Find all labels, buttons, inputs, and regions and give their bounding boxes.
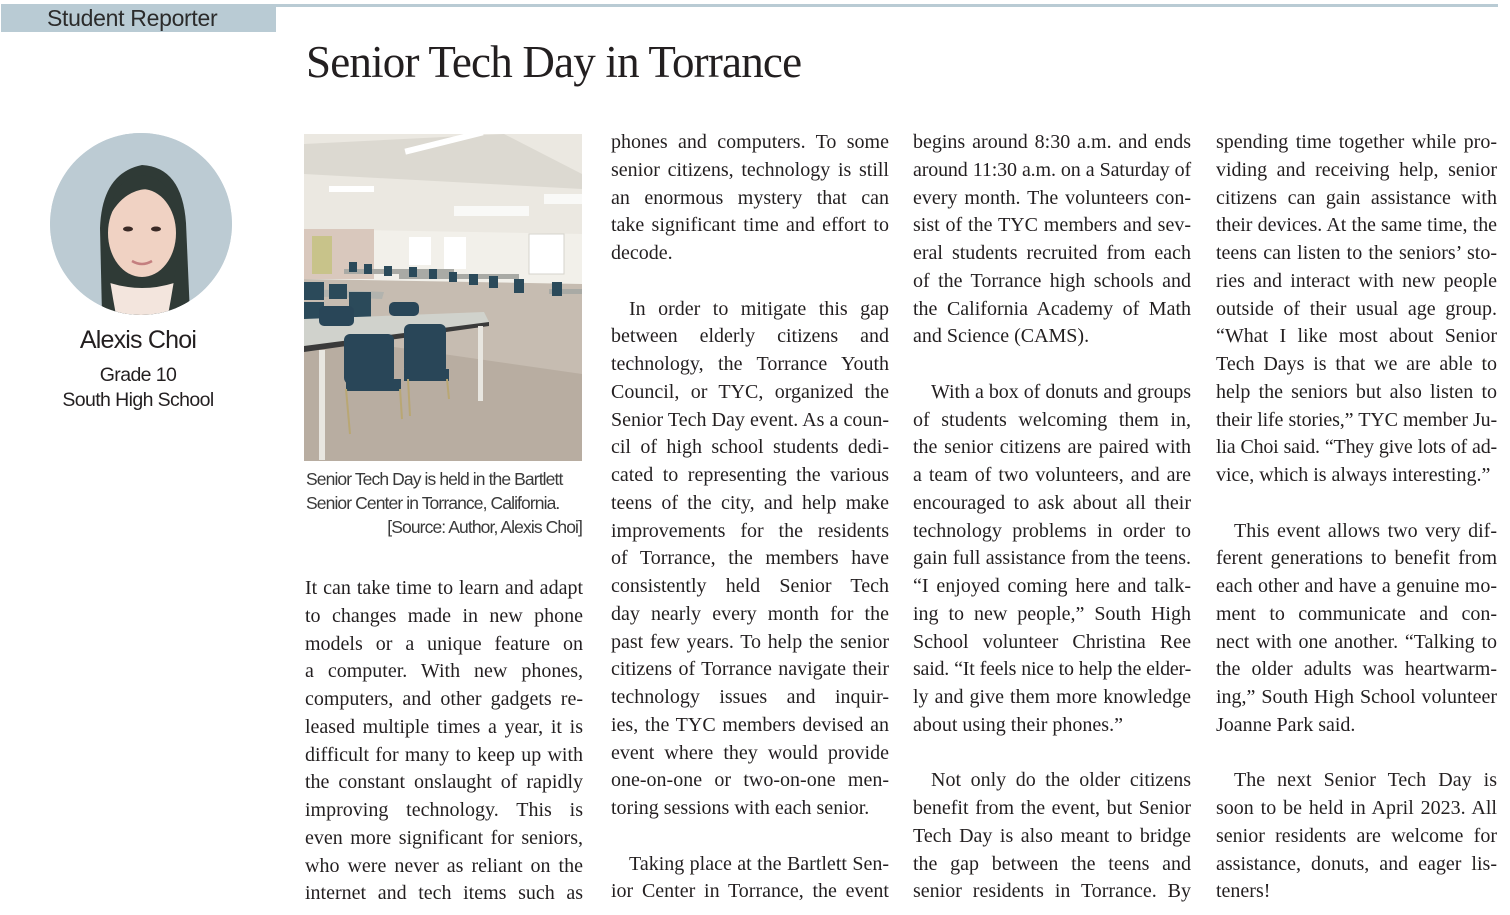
article-text-line: spending time together while pro- xyxy=(1216,131,1497,153)
article-text-line: citizens of Torrance navigate their xyxy=(611,658,889,681)
photo-credit: [Source: Author, Alexis Choi] xyxy=(387,517,582,537)
paragraph-gap xyxy=(1216,740,1497,768)
avatar-drawing xyxy=(50,133,232,315)
article-text-line: technology problems in order to xyxy=(913,519,1191,542)
section-label: Student Reporter xyxy=(47,5,218,31)
article-text-line: Council, or TYC, organized the xyxy=(611,380,889,403)
article-text-line: ferent generations to benefit from xyxy=(1216,547,1497,570)
article-text-line: cil of high school students dedi- xyxy=(611,436,889,459)
article-text-line: ing to new people,” South High xyxy=(913,602,1191,625)
article-text-line: sist of the TYC members and sev- xyxy=(913,214,1191,237)
senior-center-photo-icon xyxy=(304,134,582,461)
article-text-line: every month. The volunteers con- xyxy=(913,186,1191,209)
article-text-line: day nearly every month for the xyxy=(611,602,889,625)
article-text-line: their devices. At the same time, the xyxy=(1216,214,1497,237)
header-rule xyxy=(276,4,1498,7)
section-label-tab xyxy=(1,4,276,32)
article-text-line: computers, and other gadgets re- xyxy=(305,688,583,710)
paragraph-gap xyxy=(913,740,1191,768)
article-text-line: improvements for the residents xyxy=(611,519,889,542)
article-text-line: a computer. With new phones, xyxy=(305,660,583,683)
paragraph-gap xyxy=(611,268,889,296)
article-column-1 xyxy=(305,575,583,908)
article-text-line: the gap between the teens and xyxy=(913,852,1191,875)
article-text-line: about using their phones.” xyxy=(913,713,1123,736)
photo-caption-line: Senior Center in Torrance, California. xyxy=(306,493,560,513)
article-text-line: This event allows two very dif- xyxy=(1234,519,1497,542)
article-text-line: ior Center in Torrance, the event xyxy=(611,880,889,903)
article-text-line: encouraged to ask about all their xyxy=(913,491,1191,514)
article-text-line: lia Choi said. “They give lots of ad- xyxy=(1216,436,1497,459)
article-column-3 xyxy=(913,129,1191,906)
article-text-line: take significant time and effort to xyxy=(611,214,889,237)
article-text-line: help the seniors but also listen to xyxy=(1216,380,1497,403)
article-text-line: nect with one another. “Talking to xyxy=(1216,630,1497,653)
article-text-line: the constant onslaught of rapidly xyxy=(305,771,583,794)
paragraph-gap xyxy=(1216,490,1497,518)
article-text-line: technology issues and inquir- xyxy=(611,686,889,708)
article-text-line: With a box of donuts and groups xyxy=(931,380,1191,403)
article-text-line: citizens can gain assistance with xyxy=(1216,186,1497,209)
article-text-line: “What I like most about Senior xyxy=(1216,325,1497,348)
article-text-line: around 11:30 a.m. on a Saturday of xyxy=(913,158,1191,181)
article-text-line: Taking place at the Bartlett Sen- xyxy=(629,852,889,875)
article-column-2 xyxy=(611,129,889,906)
article-text-line: to changes made in new phone xyxy=(305,604,583,627)
article-column-4 xyxy=(1216,129,1497,906)
article-text-line: In order to mitigate this gap xyxy=(629,297,889,320)
article-text-line: gain full assistance from the teens. xyxy=(913,547,1191,570)
article-text-line: who were never as reliant on the xyxy=(305,854,583,877)
article-text-line: toring sessions with each senior. xyxy=(611,797,870,819)
author-portrait-icon xyxy=(50,133,232,315)
article-text-line: assistance, donuts, and eager lis- xyxy=(1216,852,1497,875)
article-text-line: even more significant for seniors, xyxy=(305,826,583,849)
article-text-line: teens of the city, and help make xyxy=(611,491,889,514)
article-text-line: It can take time to learn and adapt xyxy=(305,577,583,599)
article-text-line: ries and interact with new people xyxy=(1216,269,1497,292)
article-text-line: Not only do the older citizens xyxy=(931,769,1191,792)
article-text-line: the California Academy of Math xyxy=(913,297,1191,320)
paragraph-gap xyxy=(913,351,1191,379)
article-text-line: and Science (CAMS). xyxy=(913,325,1090,348)
article-text-line: of Torrance, the members have xyxy=(611,547,889,570)
article-text-line: leased multiple times a year, it is xyxy=(305,715,583,738)
article-text-line: School volunteer Christina Ree xyxy=(913,630,1191,653)
article-text-line: ment to communicate and con- xyxy=(1216,602,1497,625)
article-text-line: event where they would provide xyxy=(611,741,889,764)
article-text-line: Joanne Park said. xyxy=(1216,713,1356,736)
article-text-line: soon to be held in April 2023. All xyxy=(1216,797,1497,819)
article-text-line: technology, the Torrance Youth xyxy=(611,353,889,375)
article-text-line: begins around 8:30 a.m. and ends xyxy=(913,131,1191,153)
article-text-line: ies, the TYC members devised an xyxy=(611,713,889,736)
article-text-line: teens can listen to the seniors’ sto- xyxy=(1216,242,1497,264)
article-text-line: difficult for many to keep up with xyxy=(305,743,583,766)
article-text-line: each other and have a genuine mo- xyxy=(1216,575,1497,597)
article-text-line: of the Torrance high schools and xyxy=(913,269,1191,292)
article-text-line: cated to representing the various xyxy=(611,464,889,486)
article-text-line: models or a unique feature on xyxy=(305,632,583,655)
author-school: South High School xyxy=(62,389,214,411)
article-text-line: an enormous mystery that can xyxy=(611,186,889,209)
article-text-line: phones and computers. To some xyxy=(611,131,889,153)
article-text-line: decode. xyxy=(611,242,673,264)
article-text-line: outside of their usual age group. xyxy=(1216,297,1497,320)
article-text-line: Tech Day is also meant to bridge xyxy=(913,824,1191,847)
author-name: Alexis Choi xyxy=(79,326,197,354)
article-text-line: a team of two volunteers, and are xyxy=(913,464,1191,486)
article-text-line: viding and receiving help, senior xyxy=(1216,158,1497,181)
article-text-line: of students welcoming them in, xyxy=(913,408,1191,431)
article-text-line: past few years. To help the senior xyxy=(611,630,889,653)
article-text-line: the senior citizens are paired with xyxy=(913,436,1191,459)
article-text-line: between elderly citizens and xyxy=(611,325,889,348)
article-text-line: Senior Tech Day event. As a coun- xyxy=(611,408,889,431)
author-grade: Grade 10 xyxy=(99,364,177,386)
article-title: Senior Tech Day in Torrance xyxy=(306,37,802,87)
article-text-line: their life stories,” TYC member Ju- xyxy=(1216,408,1497,431)
article-text-line: said. “It feels nice to help the elder- xyxy=(913,658,1191,681)
article-text-line: The next Senior Tech Day is xyxy=(1234,769,1497,792)
article-text-line: vice, which is always interesting.” xyxy=(1216,464,1491,486)
article-text-line: senior residents are welcome for xyxy=(1216,824,1497,847)
article-text-line: senior residents in Torrance. By xyxy=(913,880,1191,903)
article-text-line: Tech Days is that we are able to xyxy=(1216,353,1497,375)
photo-caption-line: Senior Tech Day is held in the Bartlett xyxy=(306,469,563,489)
article-text-line: senior citizens, technology is still xyxy=(611,158,889,181)
photo-drawing xyxy=(304,134,582,461)
article-text-line: teners! xyxy=(1216,880,1271,903)
article-text-line: one-on-one or two-on-one men- xyxy=(611,769,889,792)
article-text-line: benefit from the event, but Senior xyxy=(913,797,1191,819)
article-text-line: ing,” South High School volunteer xyxy=(1216,686,1497,708)
article-text-line: eral students recruited from each xyxy=(913,242,1191,264)
article-text-line: the older adults was heartwarm- xyxy=(1216,658,1497,681)
article-text-line: consistently held Senior Tech xyxy=(611,575,889,597)
article-text-line: internet and tech items such as xyxy=(305,882,583,905)
article-text-line: ly and give them more knowledge xyxy=(913,686,1191,708)
paragraph-gap xyxy=(611,823,889,851)
article-text-line: improving technology. This is xyxy=(305,799,583,821)
article-text-line: “I enjoyed coming here and talk- xyxy=(913,575,1191,597)
